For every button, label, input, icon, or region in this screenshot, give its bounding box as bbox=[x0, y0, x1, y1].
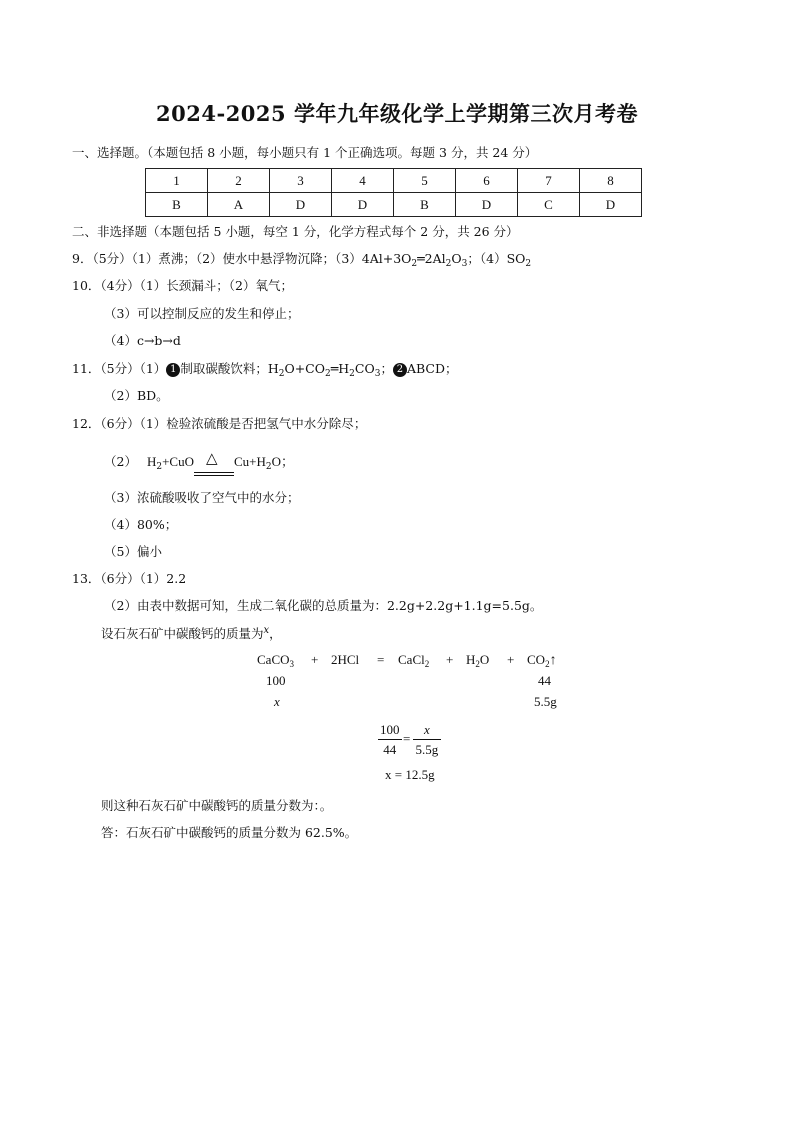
numerator: 100 bbox=[378, 722, 402, 740]
q12-line-1: 12．（6分）（1）检验浓硫酸是否把氢气中水分除尽； bbox=[72, 416, 367, 431]
table-cell: B bbox=[394, 193, 456, 217]
numerator: x bbox=[413, 722, 441, 740]
equation-text: H bbox=[146, 454, 157, 469]
q11-text: ═H bbox=[330, 361, 350, 376]
answer-table bbox=[145, 168, 642, 217]
equation-text: Cu+H bbox=[233, 454, 266, 469]
subscript: 2 bbox=[475, 659, 480, 669]
subscript: 3 bbox=[374, 369, 381, 379]
equals-line bbox=[194, 472, 234, 473]
q13-conclusion: 则这种石灰石矿中碳酸钙的质量分数为：。 bbox=[101, 798, 333, 813]
q13-text: ， bbox=[269, 626, 282, 641]
q11-text: 11．（5分）（1） bbox=[72, 361, 167, 376]
subscript: 3 bbox=[289, 659, 294, 669]
variable-x: x bbox=[263, 624, 270, 636]
mass-x: x bbox=[274, 694, 280, 709]
q10-line-1: 10．（4分）（1）长颈漏斗；（2）氧气； bbox=[72, 278, 294, 293]
circled-number-icon: 2 bbox=[393, 363, 407, 377]
mass-100: 100 bbox=[266, 673, 286, 688]
subscript: 2 bbox=[525, 259, 532, 269]
page-title: 2024-2025 学年九年级化学上学期第三次月考卷 bbox=[156, 101, 638, 126]
formula: CaCl bbox=[398, 652, 425, 667]
fraction-100-44 bbox=[378, 722, 402, 758]
q12-line-3: （3）浓硫酸吸收了空气中的水分； bbox=[104, 490, 300, 505]
q13-answer: 答：石灰石矿中碳酸钙的质量分数为 62.5%。 bbox=[101, 825, 358, 840]
equals-sign: = bbox=[403, 731, 411, 746]
q13-line-3 bbox=[101, 624, 282, 642]
hcl: 2HCl bbox=[331, 652, 360, 667]
q13-line-1: 13．（6分）（1）2.2 bbox=[72, 571, 187, 586]
table-cell: D bbox=[332, 193, 394, 217]
subscript: 2 bbox=[265, 462, 272, 472]
formula: CO bbox=[527, 652, 546, 667]
section-1-heading: 一、选择题。（本题包括 8 小题，每小题只有 1 个正确选项。每题 3 分，共 24 分） bbox=[72, 145, 538, 160]
equals-sign: = bbox=[377, 652, 385, 667]
table-cell: B bbox=[146, 193, 208, 217]
table-cell: D bbox=[270, 193, 332, 217]
q11-text: 制取碳酸饮料；H bbox=[180, 361, 279, 376]
table-cell: D bbox=[456, 193, 518, 217]
q10-line-2: （3）可以控制反应的发生和停止； bbox=[104, 306, 300, 321]
subscript: 2 bbox=[411, 259, 418, 269]
q9-answer bbox=[72, 249, 531, 267]
fraction-x-5-5g bbox=[413, 722, 441, 758]
delta-icon: △ bbox=[205, 449, 218, 467]
table-cell: 3 bbox=[270, 169, 332, 193]
denominator: 5.5g bbox=[415, 742, 439, 757]
caco3 bbox=[257, 652, 294, 668]
q12-line-5: （5）偏小 bbox=[104, 544, 162, 559]
cacl2 bbox=[398, 652, 429, 668]
mass-5-5g: 5.5g bbox=[534, 694, 557, 709]
formula: O bbox=[479, 652, 490, 667]
subscript: 3 bbox=[461, 259, 468, 269]
table-cell: 8 bbox=[580, 169, 642, 193]
section-2-heading: 二、非选择题（本题包括 5 小题，每空 1 分，化学方程式每个 2 分，共 26 分） bbox=[72, 224, 519, 239]
subscript: 2 bbox=[349, 369, 355, 379]
subscript: 2 bbox=[545, 659, 550, 669]
subscript: 2 bbox=[424, 659, 430, 669]
q11-text: ； bbox=[380, 361, 393, 376]
equation-text: +CuO bbox=[162, 454, 194, 469]
subscript: 2 bbox=[278, 369, 285, 379]
formula: H bbox=[466, 652, 476, 667]
table-cell: 6 bbox=[456, 169, 518, 193]
formula: CaCO bbox=[257, 652, 290, 667]
q12-equation bbox=[104, 451, 294, 470]
circled-number-icon: 1 bbox=[166, 363, 180, 377]
table-cell: 1 bbox=[146, 169, 208, 193]
q11-text: CO bbox=[354, 361, 375, 376]
subscript: 2 bbox=[325, 369, 331, 379]
mass-44: 44 bbox=[538, 673, 551, 688]
subscript: 2 bbox=[156, 462, 163, 472]
co2 bbox=[527, 652, 557, 669]
q13-text: 设石灰石矿中碳酸钙的质量为 bbox=[101, 626, 264, 641]
table-cell: C bbox=[518, 193, 580, 217]
q11-line-2: （2）BD。 bbox=[104, 388, 169, 403]
up-arrow-icon: ↑ bbox=[549, 653, 557, 668]
q9-text: ；（4）SO bbox=[467, 251, 526, 266]
q9-text: ═2Al bbox=[417, 251, 446, 266]
denominator: 44 bbox=[383, 742, 397, 757]
q9-text: 9．（5分）（1）煮沸；（2）使水中悬浮物沉降；（3）4Al+3O bbox=[72, 251, 412, 266]
table-cell: D bbox=[580, 193, 642, 217]
q13-line-2: （2）由表中数据可知，生成二氧化碳的总质量为：2.2g+2.2g+1.1g=5.5g。 bbox=[104, 598, 543, 613]
q11-text: O+CO bbox=[284, 361, 325, 376]
q12-line-4: （4）80%； bbox=[104, 517, 178, 532]
table-cell: 2 bbox=[208, 169, 270, 193]
table-cell: A bbox=[208, 193, 270, 217]
q10-line-3: （4）c→b→d bbox=[104, 333, 181, 348]
h2o bbox=[466, 652, 489, 668]
q9-text: O bbox=[451, 251, 462, 266]
equals-line bbox=[194, 475, 234, 476]
subscript: 2 bbox=[445, 259, 452, 269]
table-row-numbers bbox=[146, 169, 642, 193]
q11-text: ABCD； bbox=[406, 361, 458, 376]
plus-sign: + bbox=[446, 652, 454, 667]
plus-sign: + bbox=[507, 652, 515, 667]
table-cell: 7 bbox=[518, 169, 580, 193]
plus-sign: + bbox=[311, 652, 319, 667]
q11-line-1 bbox=[72, 359, 458, 377]
equation-text: O； bbox=[271, 454, 294, 469]
table-cell: 5 bbox=[394, 169, 456, 193]
table-cell: 4 bbox=[332, 169, 394, 193]
table-row-answers bbox=[146, 193, 642, 217]
result: x = 12.5g bbox=[385, 767, 435, 782]
q12-text: （2） bbox=[104, 454, 137, 469]
